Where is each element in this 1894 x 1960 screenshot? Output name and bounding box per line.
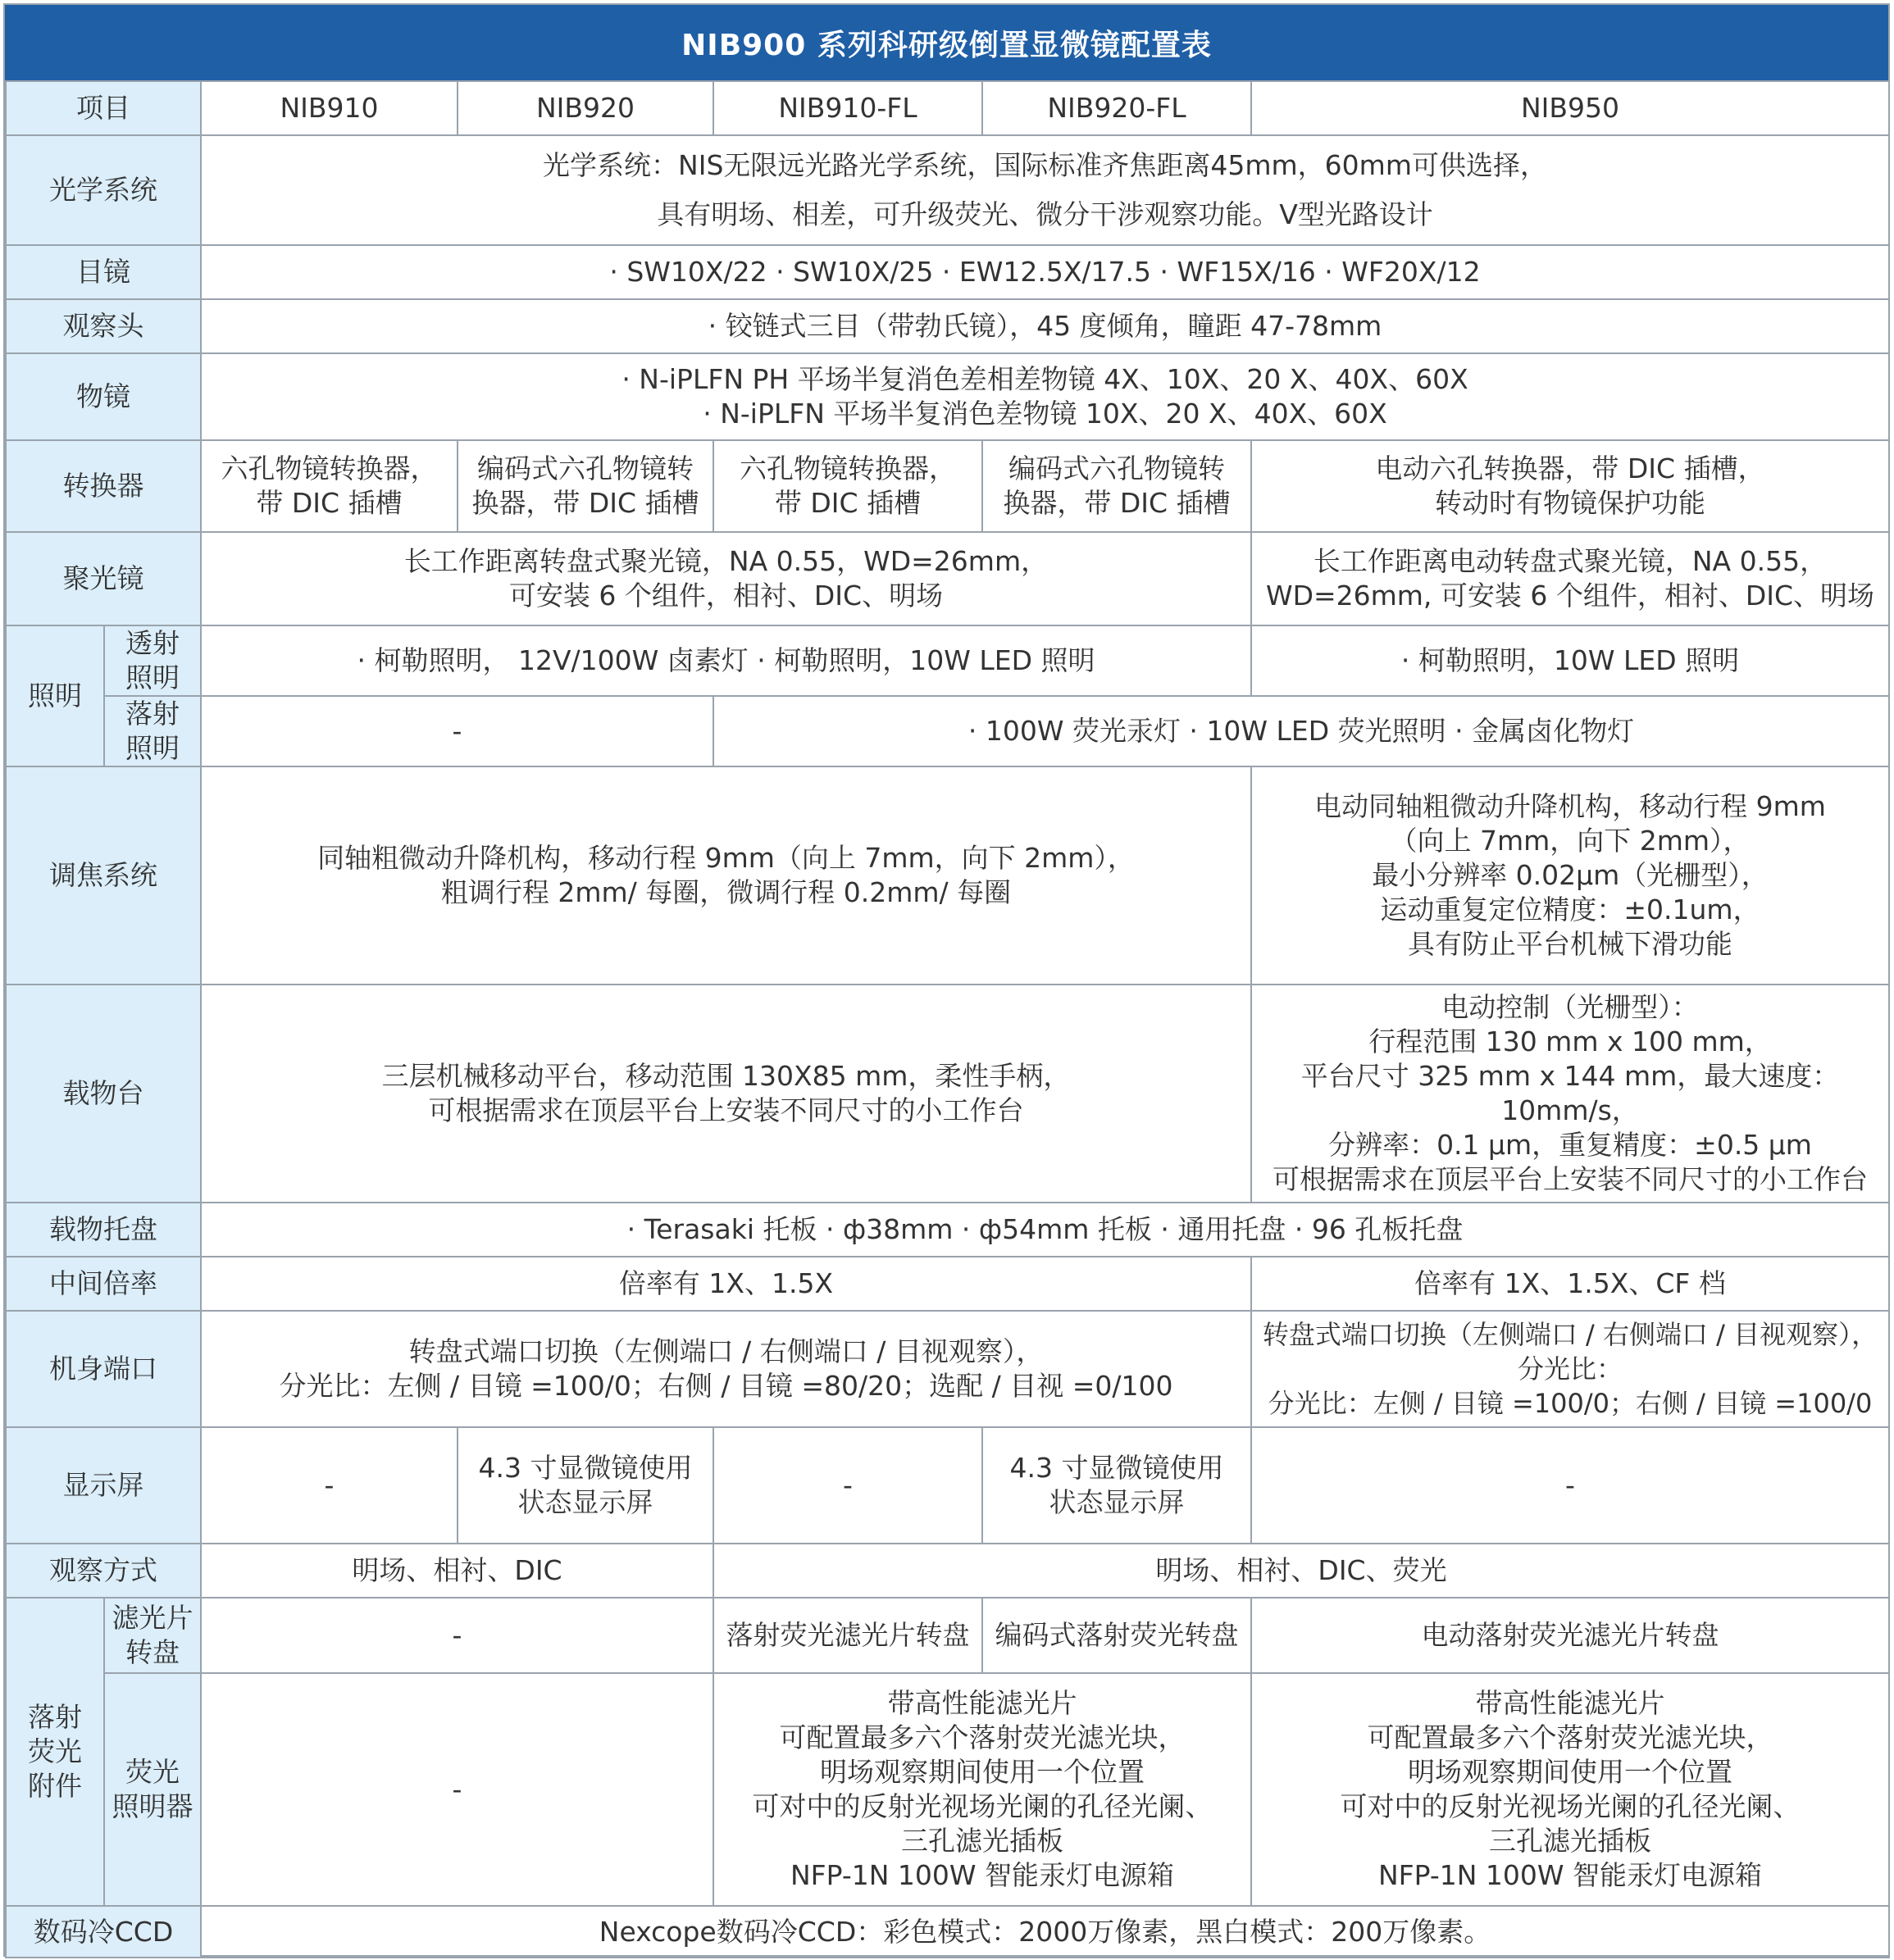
magnification-a: 倍率有 1X、1.5X [201, 1257, 1251, 1311]
header-model-4: NIB920-FL [982, 81, 1251, 135]
label-optical: 光学系统 [6, 135, 201, 245]
config-table [5, 80, 1890, 1958]
label-head: 观察头 [6, 299, 201, 353]
display-nib920: 4.3 寸显微镜使用 状态显示屏 [458, 1427, 713, 1544]
epi-illum-a: - [201, 696, 713, 766]
header-row [6, 81, 1889, 135]
nosepiece-nib910-fl: 六孔物镜转换器， 带 DIC 插槽 [713, 440, 982, 532]
label-eyepiece: 目镜 [6, 245, 201, 299]
nosepiece-nib920: 编码式六孔物镜转 换器，带 DIC 插槽 [458, 440, 713, 532]
head-text: · 铰链式三目（带勃氏镜），45 度倾角，瞳距 47-78mm [201, 299, 1889, 353]
header-item: 项目 [6, 81, 201, 135]
row-epi-illum [6, 696, 1889, 766]
label-observation: 观察方式 [6, 1544, 201, 1598]
condenser-a: 长工作距离转盘式聚光镜，NA 0.55，WD=26mm， 可安装 6 个组件，相衬、DIC、明场 [201, 532, 1251, 625]
fl-illuminator-a: - [201, 1673, 713, 1906]
label-filter-turret: 滤光片 转盘 [104, 1598, 201, 1673]
label-illumination: 照明 [6, 625, 104, 766]
header-model-2: NIB920 [458, 81, 713, 135]
nosepiece-nib920-fl: 编码式六孔物镜转 换器，带 DIC 插槽 [982, 440, 1251, 532]
label-condenser: 聚光镜 [6, 532, 201, 625]
row-objective [6, 353, 1889, 440]
row-filter-turret [6, 1598, 1889, 1673]
display-nib910-fl: - [713, 1427, 982, 1544]
row-condenser [6, 532, 1889, 625]
label-ccd: 数码冷CCD [6, 1906, 201, 1958]
label-port: 机身端口 [6, 1311, 201, 1427]
stage-a: 三层机械移动平台，移动范围 130X85 mm，柔性手柄， 可根据需求在顶层平台上安装不同尺寸的小工作台 [201, 985, 1251, 1203]
display-nib920-fl: 4.3 寸显微镜使用 状态显示屏 [982, 1427, 1251, 1544]
optical-text: 光学系统：NIS无限远光路光学系统，国际标准齐焦距离45mm，60mm可供选择， 具有明场、相差，可升级荧光、微分干涉观察功能。V型光路设计 [201, 135, 1889, 245]
header-model-5: NIB950 [1251, 81, 1889, 135]
row-holder [6, 1203, 1889, 1257]
magnification-b: 倍率有 1X、1.5X、CF 档 [1251, 1257, 1889, 1311]
stage-b: 电动控制（光栅型）： 行程范围 130 mm x 100 mm， 平台尺寸 325 mm x 144 mm，最大速度：10mm/s， 分辨率：0.1 μm，重复精度：±0.5 μm 可根据需求在顶层平台上安装不同尺寸的小工作台 [1251, 985, 1889, 1203]
row-observation [6, 1544, 1889, 1598]
filter-turret-nib910-fl: 落射荧光滤光片转盘 [713, 1598, 982, 1673]
condenser-b: 长工作距离电动转盘式聚光镜，NA 0.55， WD=26mm, 可安装 6 个组件，相衬、DIC、明场 [1251, 532, 1889, 625]
label-display: 显示屏 [6, 1427, 201, 1544]
row-stage [6, 985, 1889, 1203]
label-magnification: 中间倍率 [6, 1257, 201, 1311]
fl-illuminator-b: 带高性能滤光片 可配置最多六个落射荧光滤光块， 明场观察期间使用一个位置 可对中的反射光视场光阑的孔径光阑、 三孔滤光插板 NFP-1N 100W 智能汞灯电源箱 [713, 1673, 1251, 1906]
row-magnification [6, 1257, 1889, 1311]
label-stage: 载物台 [6, 985, 201, 1203]
row-head [6, 299, 1889, 353]
display-nib950: - [1251, 1427, 1889, 1544]
row-eyepiece [6, 245, 1889, 299]
focus-b: 电动同轴粗微动升降机构，移动行程 9mm （向上 7mm，向下 2mm）， 最小分辨率 0.02μm（光栅型）， 运动重复定位精度：±0.1um， 具有防止平台机械下滑功能 [1251, 766, 1889, 985]
label-objective: 物镜 [6, 353, 201, 440]
label-nosepiece: 转换器 [6, 440, 201, 532]
objective-text: · N-iPLFN PH 平场半复消色差相差物镜 4X、10X、20 X、40X、60X · N-iPLFN 平场半复消色差物镜 10X、20 X、40X、60X [201, 353, 1889, 440]
trans-illum-a: · 柯勒照明， 12V/100W 卤素灯 · 柯勒照明，10W LED 照明 [201, 625, 1251, 696]
nosepiece-nib950: 电动六孔转换器，带 DIC 插槽， 转动时有物镜保护功能 [1251, 440, 1889, 532]
label-holder: 载物托盘 [6, 1203, 201, 1257]
config-sheet [3, 3, 1890, 1957]
label-epi-fl: 落射 荧光 附件 [6, 1598, 104, 1906]
row-fl-illuminator [6, 1673, 1889, 1906]
header-model-1: NIB910 [201, 81, 458, 135]
display-nib910: - [201, 1427, 458, 1544]
row-trans-illum [6, 625, 1889, 696]
fl-illuminator-c: 带高性能滤光片 可配置最多六个落射荧光滤光块， 明场观察期间使用一个位置 可对中的反射光视场光阑的孔径光阑、 三孔滤光插板 NFP-1N 100W 智能汞灯电源箱 [1251, 1673, 1889, 1906]
row-optical [6, 135, 1889, 245]
observation-b: 明场、相衬、DIC、荧光 [713, 1544, 1889, 1598]
focus-a: 同轴粗微动升降机构，移动行程 9mm（向上 7mm，向下 2mm）， 粗调行程 2mm/ 每圈，微调行程 0.2mm/ 每圈 [201, 766, 1251, 985]
row-display [6, 1427, 1889, 1544]
epi-illum-b: · 100W 荧光汞灯 · 10W LED 荧光照明 · 金属卤化物灯 [713, 696, 1889, 766]
eyepiece-text: · SW10X/22 · SW10X/25 · EW12.5X/17.5 · WF15X/16 · WF20X/12 [201, 245, 1889, 299]
table-title: NIB900 系列科研级倒置显微镜配置表 [5, 5, 1888, 80]
row-ccd [6, 1906, 1889, 1958]
filter-turret-nib950: 电动落射荧光滤光片转盘 [1251, 1598, 1889, 1673]
header-model-3: NIB910-FL [713, 81, 982, 135]
row-nosepiece [6, 440, 1889, 532]
observation-a: 明场、相衬、DIC [201, 1544, 713, 1598]
filter-turret-a: - [201, 1598, 713, 1673]
port-b: 转盘式端口切换（左侧端口 / 右侧端口 / 目视观察）， 分光比： 分光比：左侧 / 目镜 =100/0；右侧 / 目镜 =100/0 [1251, 1311, 1889, 1427]
row-port [6, 1311, 1889, 1427]
holder-text: · Terasaki 托板 · ф38mm · ф54mm 托板 · 通用托盘 · 96 孔板托盘 [201, 1203, 1889, 1257]
label-epi-illum: 落射 照明 [104, 696, 201, 766]
ccd-text: Nexcope数码冷CCD：彩色模式：2000万像素，黑白模式：200万像素。 [201, 1906, 1889, 1958]
nosepiece-nib910: 六孔物镜转换器， 带 DIC 插槽 [201, 440, 458, 532]
filter-turret-nib920-fl: 编码式落射荧光转盘 [982, 1598, 1251, 1673]
label-fl-illuminator: 荧光 照明器 [104, 1673, 201, 1906]
label-focus: 调焦系统 [6, 766, 201, 985]
label-trans-illum: 透射 照明 [104, 625, 201, 696]
trans-illum-b: · 柯勒照明，10W LED 照明 [1251, 625, 1889, 696]
row-focus [6, 766, 1889, 985]
port-a: 转盘式端口切换（左侧端口 / 右侧端口 / 目视观察）， 分光比：左侧 / 目镜 =100/0；右侧 / 目镜 =80/20；选配 / 目视 =0/100 [201, 1311, 1251, 1427]
